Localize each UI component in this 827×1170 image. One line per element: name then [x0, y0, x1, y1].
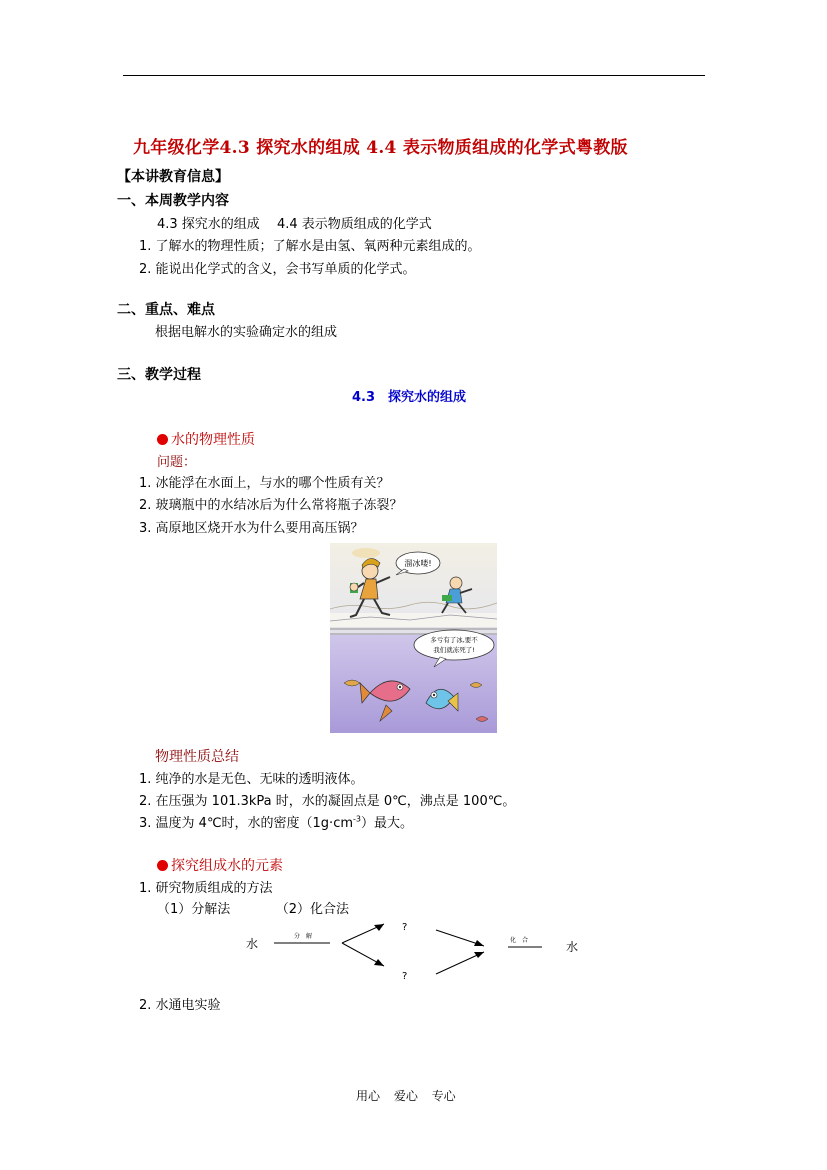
section-1-heading: 一、本周教学内容 [117, 193, 229, 209]
summary-heading: 物理性质总结 [155, 749, 239, 765]
question-item: 3. 高原地区烧开水为什么要用高压锅？ [139, 521, 364, 536]
section-2-heading: 二、重点、难点 [117, 302, 215, 318]
page-footer: 用心 爱心 专心 [356, 1089, 456, 1103]
summary-item: 3. 温度为 4℃时，水的密度$(1g\cdot cm^{-3})$最大。 [139, 814, 414, 831]
elements-heading: 探究组成水的元素 [157, 855, 283, 875]
info-heading: 【本讲教育信息】 [117, 169, 229, 185]
unknown-top: ? [402, 922, 408, 933]
section-2-content: 根据电解水的实验确定水的组成 [155, 325, 338, 340]
water-physical-heading: 水的物理性质 [157, 429, 255, 449]
objective-item: 2. 能说出化学式的含义，会书写单质的化学式。 [139, 262, 416, 277]
methods-list: （1）分解法 （2）化合法 [157, 902, 350, 917]
arrowhead-icon [374, 959, 384, 966]
combine-label: 化 合 [510, 937, 529, 944]
diagram-water-left: 水 [246, 937, 259, 951]
unknown-bottom: ? [402, 971, 408, 982]
arrowhead-icon [474, 952, 484, 958]
speech-bubble-bottom-line2: 我们就冻死了! [433, 646, 475, 654]
document-title: 九年级化学4.3 探究水的组成 4.4 表示物质组成的化学式粤教版 [133, 138, 628, 158]
question-label: 问题： [157, 455, 197, 470]
section-1-content: 4.3 探究水的组成 4.4 表示物质组成的化学式 [157, 217, 432, 232]
speech-bubble-bottom-line1: 多亏有了冰,要不 [430, 636, 478, 644]
question-item: 1. 冰能浮在水面上，与水的哪个性质有关？ [139, 476, 390, 491]
objective-item: 1. 了解水的物理性质；了解水是由氢、氧两种元素组成的。 [139, 239, 481, 254]
method-heading: 1. 研究物质组成的方法 [139, 881, 273, 896]
summary-item: 1. 纯净的水是无色、无味的透明液体。 [139, 772, 364, 787]
question-item: 2. 玻璃瓶中的水结冰后为什么常将瓶子冻裂？ [139, 498, 403, 513]
summary-item: 2. 在压强为 101.3kPa 时，水的凝固点是 0℃，沸点是 100℃。 [139, 794, 516, 809]
section-3-heading: 三、教学过程 [117, 367, 201, 383]
experiment-heading: 2. 水通电实验 [139, 998, 221, 1013]
bullet-dot-icon [157, 434, 168, 445]
subsection-heading: 4.3 探究水的组成 [352, 390, 467, 405]
ice-skating-fish-illustration [330, 543, 497, 733]
arrowhead-icon [474, 940, 484, 946]
decompose-label: 分 解 [294, 933, 313, 940]
diagram-water-right: 水 [566, 940, 579, 954]
speech-bubble-top: 溜冰喽! [404, 559, 432, 568]
bullet-dot-icon [157, 860, 168, 871]
header-rule [123, 75, 705, 76]
decompose-combine-diagram [240, 918, 600, 988]
